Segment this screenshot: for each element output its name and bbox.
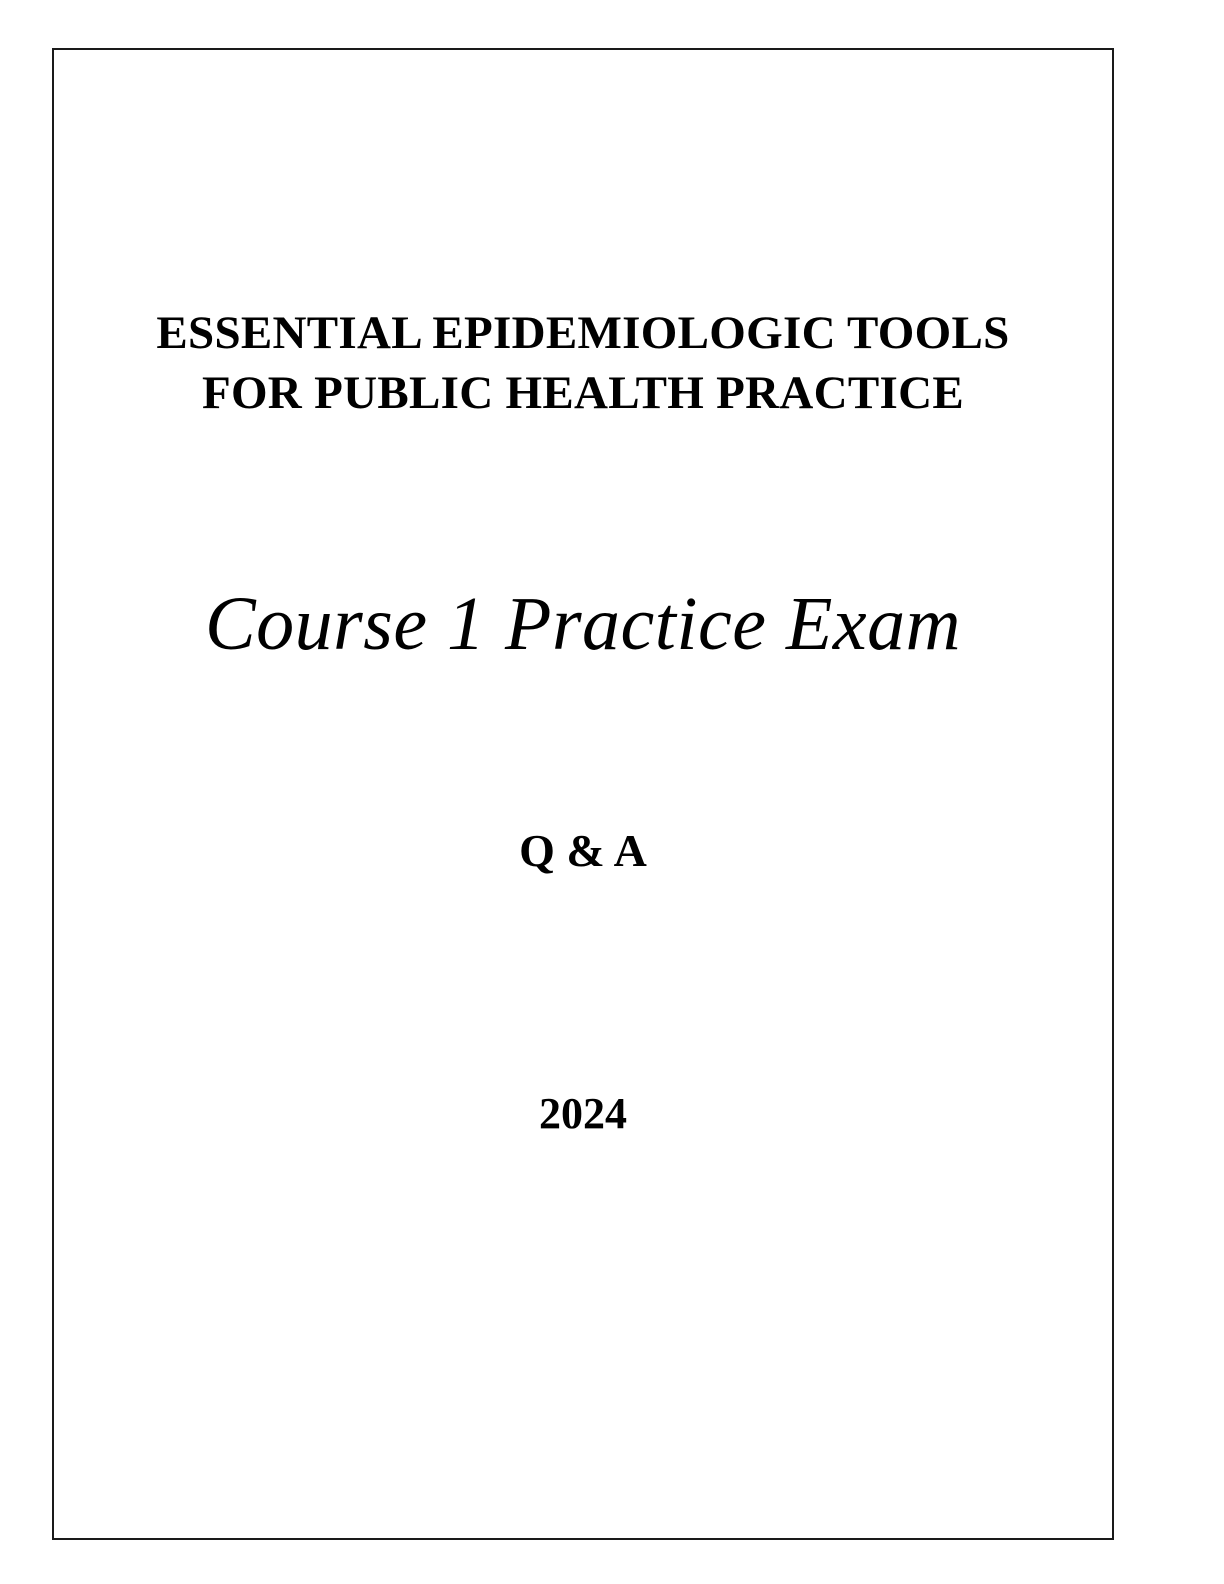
page-title: ESSENTIAL EPIDEMIOLOGIC TOOLS FOR PUBLIC HEALTH PRACTICE	[156, 307, 1010, 420]
cover-content	[52, 48, 1114, 1540]
document-year: 2024	[539, 1089, 627, 1138]
document-section-label: Q & A	[519, 825, 647, 876]
document-subtitle: Course 1 Practice Exam	[204, 582, 962, 666]
